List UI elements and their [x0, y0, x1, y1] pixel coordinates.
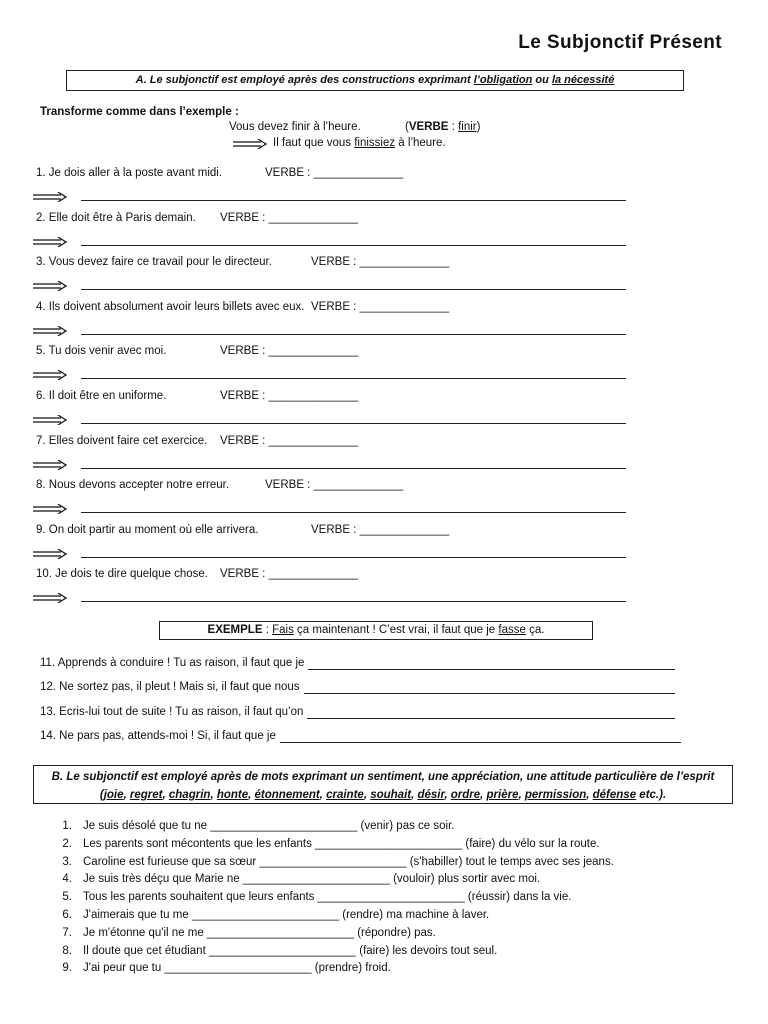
exercise-b-number: 6.: [62, 909, 72, 921]
exercise-a2-answer-line[interactable]: [304, 693, 675, 694]
section-b-comma: ,: [363, 789, 371, 801]
exercise-b-text[interactable]: J'ai peur que tu _______________________ (prendre) froid.: [83, 962, 391, 975]
exercise-a-verbe-field[interactable]: VERBE : ______________: [311, 300, 450, 313]
arrow-right-icon: [33, 192, 67, 202]
exercise-b-number: 8.: [62, 944, 72, 957]
example-answer-post: à l’heure.: [395, 137, 446, 149]
section-b-comma: ,: [444, 789, 451, 801]
section-a-header: [66, 70, 684, 91]
section-b-comma: ,: [411, 789, 418, 801]
exercise-b-number: 1.: [62, 820, 72, 832]
exercise-a-answer-line[interactable]: [81, 601, 626, 602]
example-answer-pre: Il faut que vous: [273, 137, 355, 149]
exercise-b-number: 4.: [62, 873, 72, 886]
arrow-right-icon: [33, 415, 67, 425]
section-b-text: [34, 768, 732, 804]
exercise-a-answer-line[interactable]: [81, 289, 626, 290]
exercise-a2-row: [40, 730, 276, 742]
exercise-a-text: 10. Je dois te dire quelque chose.: [36, 568, 208, 581]
section-b-comma: ,: [586, 789, 593, 801]
example-sentence: Vous devez finir à l’heure.: [229, 121, 361, 133]
arrow-right-icon: [33, 460, 67, 470]
exercise-a2-text: 14. Ne pars pas, attends-moi ! Si, il faut que je: [40, 729, 276, 742]
exercise-a-text: 5. Tu dois venir avec moi.: [36, 345, 167, 358]
exemple-box: [159, 621, 593, 640]
exercise-a2-row: [40, 681, 300, 693]
exercise-b-text[interactable]: Je suis désolé que tu ne _______________________ (venir) pas ce soir.: [83, 820, 455, 832]
example-answer-verb: finissiez: [354, 137, 396, 149]
exercise-b-number: 5.: [62, 891, 72, 904]
arrow-right-icon: [33, 504, 67, 514]
section-b-comma: ,: [210, 789, 217, 801]
exemple-sep: :: [262, 624, 273, 636]
exercise-a2-answer-line[interactable]: [308, 669, 675, 670]
exercise-b-number: 3.: [62, 855, 72, 868]
exercise-b-text[interactable]: Je suis très déçu que Marie ne _______________________ (vouloir) plus sortir avec moi.: [83, 873, 541, 886]
exercise-a-answer-line[interactable]: [81, 512, 626, 513]
section-b-word: permission: [524, 789, 587, 801]
section-b-word: chagrin: [168, 789, 211, 801]
exercise-a2-text: 12. Ne sortez pas, il pleut ! Mais si, il faut que nous: [40, 681, 300, 694]
exemple-end: ça.: [525, 624, 545, 636]
section-b-word-list: [34, 786, 732, 804]
exercise-a-text: 1. Je dois aller à la poste avant midi.: [36, 167, 223, 179]
exercise-a2-row: [40, 706, 303, 718]
exercise-a-text: 3. Vous devez faire ce travail pour le directeur.: [36, 256, 272, 269]
exercise-a-text: 2. Elle doit être à Paris demain.: [36, 211, 196, 224]
exercise-b-number: 7.: [62, 926, 72, 939]
exercise-a-answer-line[interactable]: [81, 378, 626, 379]
exercise-a-answer-line[interactable]: [81, 468, 626, 469]
exercise-a-verbe-field[interactable]: VERBE : ______________: [265, 167, 404, 179]
section-b-etc: etc.: [636, 789, 660, 801]
exercise-a-verbe-field[interactable]: VERBE : ______________: [220, 568, 359, 581]
example-answer: [273, 137, 446, 149]
exercise-a-text: 8. Nous devons accepter notre erreur.: [36, 479, 230, 492]
exercise-a-text: 4. Ils doivent absolument avoir leurs billets avec eux.: [36, 300, 305, 313]
exercise-b-text[interactable]: Il doute que cet étudiant _______________________ (faire) les devoirs tout seul.: [83, 944, 498, 957]
exercise-a-verbe-field[interactable]: VERBE : ______________: [220, 211, 359, 224]
arrow-right-icon: [33, 237, 67, 247]
exercise-a2-answer-line[interactable]: [307, 718, 675, 719]
section-b-word: crainte: [326, 789, 364, 801]
exemple-text: [160, 624, 592, 636]
section-b-paren-open: (: [99, 789, 104, 801]
section-b-word: étonnement: [254, 789, 320, 801]
section-b-paren-close: ).: [659, 789, 667, 801]
section-b-comma: ,: [480, 789, 487, 801]
exercise-a-answer-line[interactable]: [81, 200, 626, 201]
exercise-b-text[interactable]: Caroline est furieuse que sa sœur _______________________ (s'habiller) tout le temps avec ses jeans.: [83, 855, 614, 868]
section-a-keyword-necessite: la nécessité: [551, 74, 615, 86]
section-b-line1: B. Le subjonctif est employé après de mots exprimant un sentiment, une appréciation, une attitude particulière de l’esprit: [51, 771, 715, 783]
exercise-b-number: 2.: [62, 837, 72, 850]
exemple-middle: ça maintenant ! C’est vrai, il faut que je: [293, 624, 499, 636]
section-a-prefix: A. Le subjonctif est employé après des constructions exprimant: [135, 74, 474, 86]
example-verbe-open: (: [405, 121, 409, 133]
section-b-comma: ,: [319, 789, 327, 801]
exemple-word-fais: Fais: [272, 624, 294, 636]
section-b-word: honte: [216, 789, 249, 801]
exemple-word-fasse: fasse: [498, 624, 526, 636]
section-b-word: ordre: [450, 789, 481, 801]
section-b-word: défense: [592, 789, 637, 801]
arrow-right-icon: [33, 593, 67, 603]
arrow-right-icon: [33, 326, 67, 336]
arrow-right-icon: [33, 549, 67, 559]
exercise-a-text: 7. Elles doivent faire cet exercice.: [36, 434, 208, 447]
exemple-label: EXEMPLE: [207, 624, 263, 636]
section-b-word: prière: [486, 789, 519, 801]
exercise-a2-answer-line[interactable]: [280, 742, 681, 743]
exercise-a-verbe-field[interactable]: VERBE : ______________: [265, 479, 404, 492]
arrow-right-icon: [233, 139, 267, 149]
section-a-conjunction: ou: [532, 74, 552, 86]
exercise-a2-text: 11. Apprends à conduire ! Tu as raison, il faut que je: [40, 657, 305, 669]
exercise-a-answer-line[interactable]: [81, 245, 626, 246]
example-verbe-close: ): [476, 121, 481, 133]
exercise-a-text: 6. Il doit être en uniforme.: [36, 390, 167, 402]
section-b-word: joie: [103, 789, 124, 801]
section-b-word: désir: [417, 789, 445, 801]
exercise-b-text[interactable]: Les parents sont mécontents que les enfants _______________________ (faire) du vélo sur la route.: [83, 837, 600, 850]
section-b-word: regret: [129, 789, 163, 801]
exercise-a-text: 9. On doit partir au moment où elle arrivera.: [36, 523, 259, 536]
exercise-a-verbe-field[interactable]: VERBE : ______________: [311, 256, 450, 269]
exercise-a-answer-line[interactable]: [81, 557, 626, 558]
example-verbe-value: finir: [458, 121, 477, 133]
exercise-a-verbe-field[interactable]: VERBE : ______________: [311, 523, 450, 536]
section-b-word: souhait: [370, 789, 412, 801]
exercise-b-text[interactable]: J'aimerais que tu me _______________________ (rendre) ma machine à laver.: [83, 909, 490, 921]
exercise-b-text[interactable]: Je m'étonne qu'il ne me _______________________ (répondre) pas.: [83, 926, 436, 939]
example-verbe-sep: :: [448, 121, 459, 133]
section-b-comma: ,: [518, 789, 525, 801]
section-b-header: [33, 765, 733, 804]
example-verbe-label: VERBE: [408, 121, 449, 133]
exercise-a-verbe-field[interactable]: VERBE : ______________: [220, 390, 359, 402]
exercise-a-answer-line[interactable]: [81, 334, 626, 335]
section-b-comma: ,: [123, 789, 130, 801]
section-b-comma: ,: [248, 789, 255, 801]
arrow-right-icon: [33, 370, 67, 380]
exercise-a-verbe-field[interactable]: VERBE : ______________: [220, 434, 359, 447]
section-a-text: [67, 74, 683, 86]
exercise-a-verbe-field[interactable]: VERBE : ______________: [220, 345, 359, 358]
exercise-a-answer-line[interactable]: [81, 423, 626, 424]
arrow-right-icon: [33, 281, 67, 291]
exercise-b-number: 9.: [62, 962, 72, 975]
page-title: Le Subjonctif Présent: [518, 32, 722, 53]
exercise-a2-text: 13. Ecris-lui tout de suite ! Tu as raison, il faut qu’on: [40, 705, 304, 718]
instruction: Transforme comme dans l’exemple :: [40, 106, 239, 118]
section-b-comma: ,: [162, 789, 169, 801]
section-a-keyword-obligation: l’obligation: [473, 74, 533, 86]
exercise-b-text[interactable]: Tous les parents souhaitent que leurs enfants _______________________ (réussir) dans la vie.: [83, 891, 572, 904]
example-verbe: [405, 121, 480, 133]
exercise-a2-row: [40, 657, 304, 669]
